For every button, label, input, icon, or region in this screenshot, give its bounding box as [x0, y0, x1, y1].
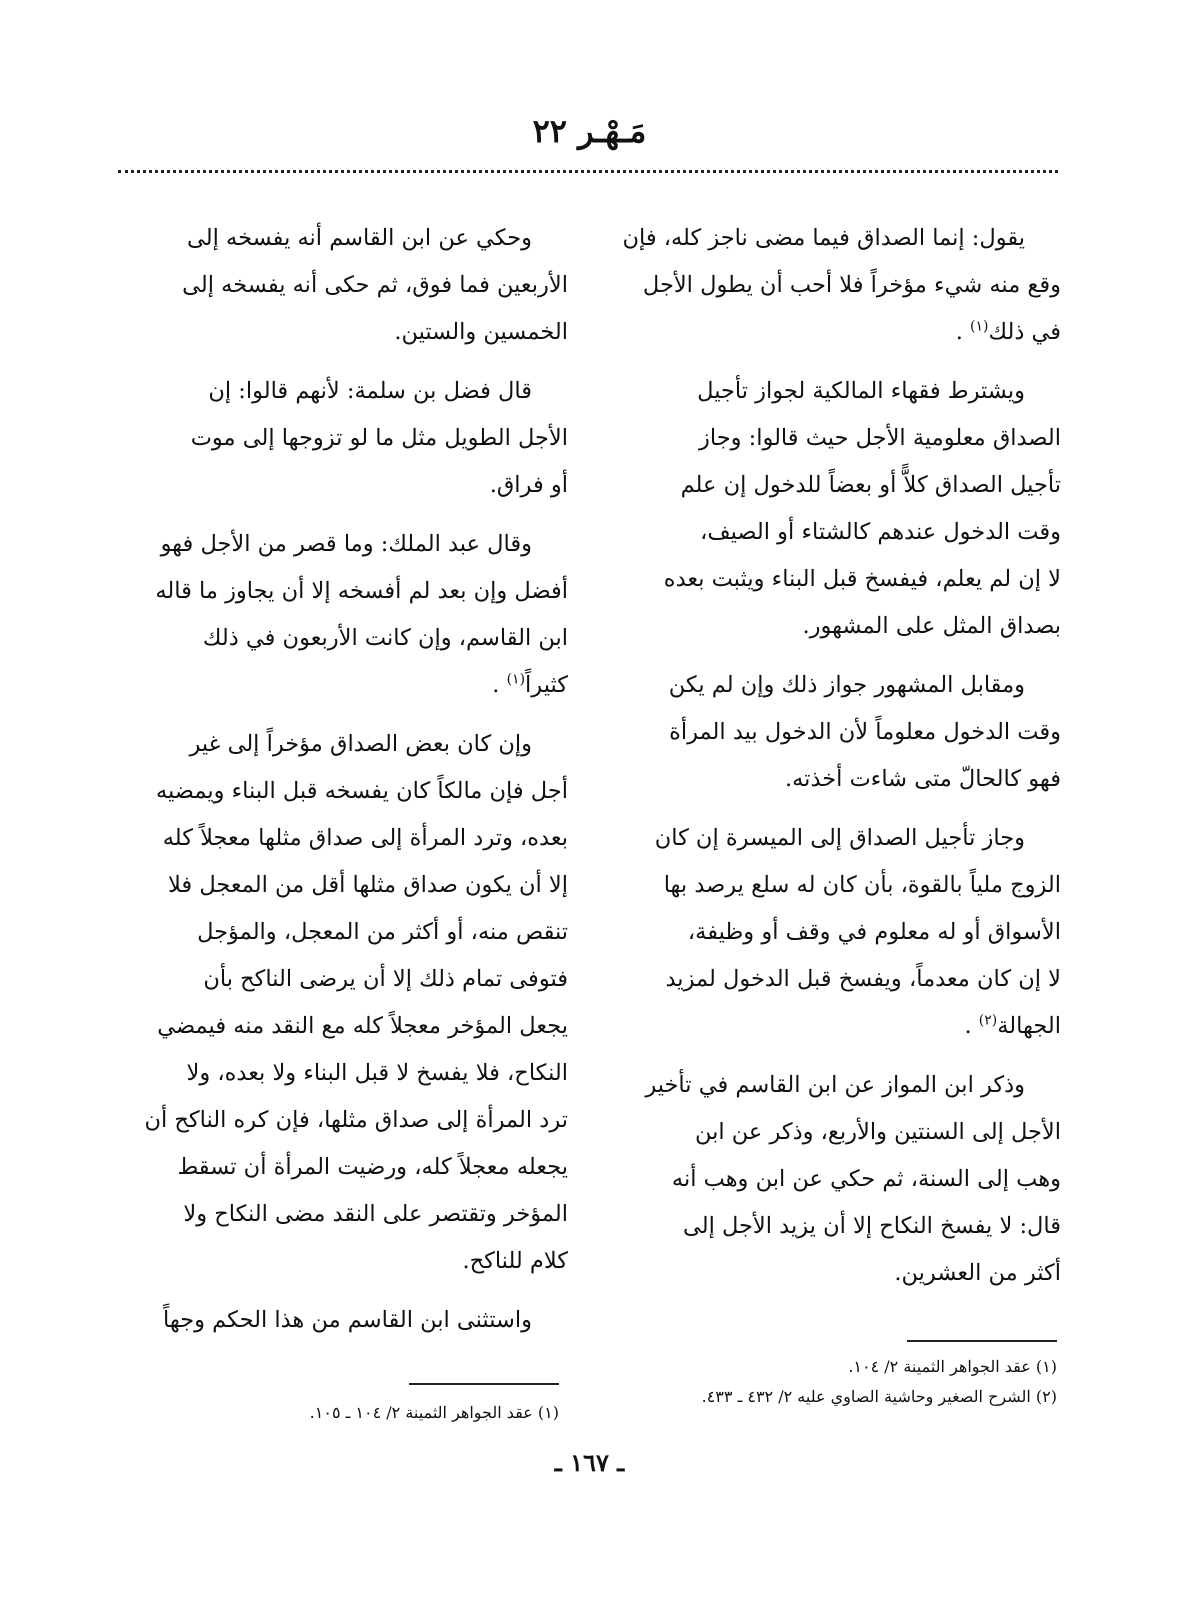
- paragraph: [611, 662, 1061, 803]
- page-header-title: مَـهْـر ٢٢: [532, 112, 647, 150]
- paragraph-text: وإن كان بعض الصداق مؤخراً إلى غير أجل فإن مالكاً كان يفسخه قبل البناء ويمضيه بعده، وترد المرأة إلى صداق مثلها معجلاً كله إلا أن يكون صداق مثلها أقل من المعجل فلا تنقص منه، أو أكثر من المعجل، والمؤجل فتوفى تمام ذلك إلا أن يرضى الناكح بأن يجعل المؤخر معجلاً كله مع النقد منه فيمضي النكاح، فلا يفسخ لا قبل البناء ولا بعده، ولا ترد المرأة إلى صداق مثلها، فإن كره الناكح أن يجعله معجلاً كله، ورضيت المرأة أن تسقط المؤخر وتقتصر على النقد مضى النكاح ولا كلام للناكح.: [144, 731, 568, 1274]
- paragraph-end-mark: .: [492, 672, 500, 698]
- paragraph-text: يقول: إنما الصداق فيما مضى ناجز كله، فإن وقع منه شيء مؤخراً فلا أحب أن يطول الأجل في ذلك: [622, 225, 1061, 345]
- footnote-divider: [907, 1340, 1057, 1342]
- left-column: [118, 215, 568, 1356]
- paragraph: [611, 1062, 1061, 1297]
- footnote-ref: (١): [506, 671, 526, 688]
- paragraph: [118, 521, 568, 709]
- paragraph: [611, 368, 1061, 650]
- header-dotted-divider: [118, 170, 1058, 173]
- paragraph: [118, 368, 568, 509]
- footnote-ref: (١): [970, 318, 989, 335]
- paragraph-text: وذكر ابن المواز عن ابن القاسم في تأخير الأجل إلى السنتين والأربع، وذكر عن ابن وهب إلى السنة، ثم حكي عن ابن وهب أنه قال: لا يفسخ النكاح إلا أن يزيد الأجل إلى أكثر من العشرين.: [645, 1072, 1061, 1286]
- footnote-divider: [409, 1383, 559, 1385]
- paragraph: [611, 215, 1061, 356]
- page-number: ـ ١٦٧ ـ: [554, 1448, 625, 1477]
- paragraph-end-mark: .: [964, 1013, 972, 1039]
- paragraph-text: ويشترط فقهاء المالكية لجواز تأجيل الصداق معلومية الأجل حيث قالوا: وجاز تأجيل الصداق كلاًّ أو بعضاً للدخول إن علم وقت الدخول عندهم كالشتاء أو الصيف، لا إن لم يعلم، فيفسخ قبل البناء ويثبت بعده بصداق المثل على المشهور.: [663, 378, 1061, 639]
- right-column: [611, 215, 1061, 1309]
- paragraph: [118, 721, 568, 1285]
- paragraph: [118, 215, 568, 356]
- footnote: (١) عقد الجواهر الثمينة ٢/ ١٠٤ ـ ١٠٥.: [309, 1403, 559, 1422]
- paragraph-text: واستثنى ابن القاسم من هذا الحكم وجهاً: [163, 1307, 532, 1333]
- paragraph-text: وجاز تأجيل الصداق إلى الميسرة إن كان الزوج ملياً بالقوة، بأن كان له سلع يرصد بها الأسواق أو له معلوم في وقف أو وظيفة، لا إن كان معدماً، ويفسخ قبل الدخول لمزيد الجهالة: [654, 825, 1061, 1039]
- paragraph-text: ومقابل المشهور جواز ذلك وإن لم يكن وقت الدخول معلوماً لأن الدخول بيد المرأة فهو كالحالّ متى شاءت أخذته.: [668, 672, 1061, 792]
- footnote-ref: (٢): [978, 1012, 998, 1029]
- paragraph-text: قال فضل بن سلمة: لأنهم قالوا: إن الأجل الطويل مثل ما لو تزوجها إلى موت أو فراق.: [190, 378, 568, 498]
- paragraph: [611, 815, 1061, 1050]
- paragraph: [118, 1297, 568, 1344]
- paragraph-text: وحكي عن ابن القاسم أنه يفسخه إلى الأربعين فما فوق، ثم حكى أنه يفسخه إلى الخمسين والستين.: [182, 225, 568, 345]
- footnote: (٢) الشرح الصغير وحاشية الصاوي عليه ٢/ ٤٣٢ ـ ٤٣٣.: [701, 1387, 1057, 1406]
- left-footnotes: [119, 1398, 559, 1428]
- footnote: (١) عقد الجواهر الثمينة ٢/ ١٠٤.: [848, 1357, 1057, 1376]
- right-footnotes: [597, 1352, 1057, 1412]
- paragraph-text: وقال عبد الملك: وما قصر من الأجل فهو أفضل وإن بعد لم أفسخه إلا أن يجاوز ما قاله ابن القاسم، وإن كانت الأربعون في ذلك كثيراً: [155, 531, 568, 698]
- paragraph-end-mark: .: [955, 319, 963, 345]
